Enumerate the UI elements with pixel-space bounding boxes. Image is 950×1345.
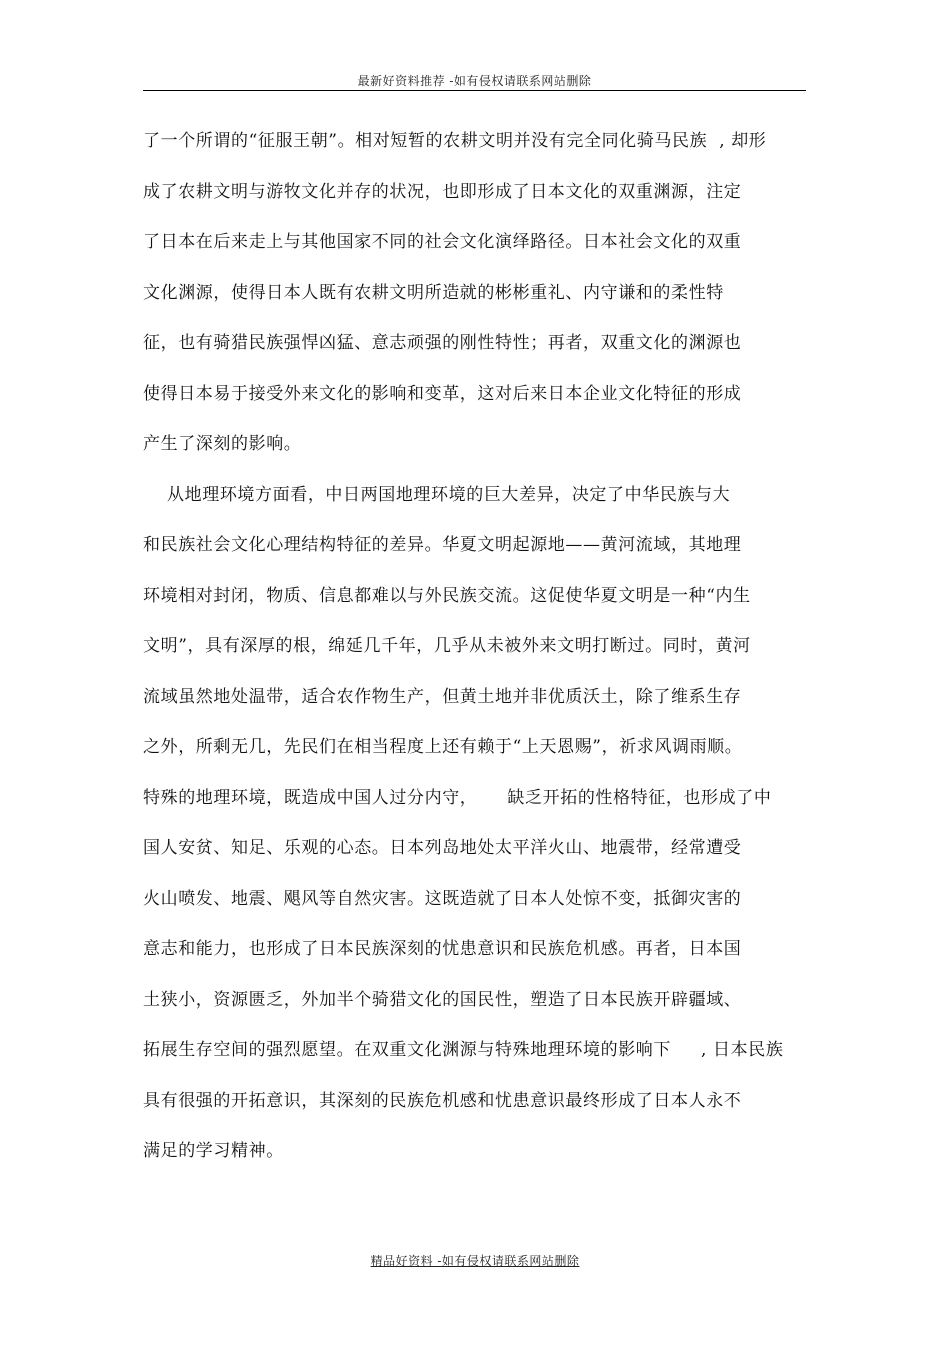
text-line: 了一个所谓的“征服王朝”。相对短暂的农耕文明并没有完全同化骑马民族 , 却形 <box>143 131 767 151</box>
text-line: 环境相对封闭，物质、信息都难以与外民族交流。这促使华夏文明是一种“内生 <box>143 585 751 606</box>
text-line: 流域虽然地处温带，适合农作物生产，但黄土地并非优质沃土，除了维系生存 <box>143 686 742 707</box>
page-footer <box>0 1250 950 1269</box>
text-line: 产生了深刻的影响。 <box>143 434 302 454</box>
text-line: 了日本在后来走上与其他国家不同的社会文化演绎路径。日本社会文化的双重 <box>143 232 742 252</box>
paragraph-start-line: 从地理环境方面看，中日两国地理环境的巨大差异，决定了中华民族与大 <box>143 484 731 505</box>
text-line: 使得日本易于接受外来文化的影响和变革，这对后来日本企业文化特征的形成 <box>143 383 742 404</box>
page-header <box>143 70 806 91</box>
body-text <box>143 116 823 1177</box>
text-line: 成了农耕文明与游牧文化并存的状况，也即形成了日本文化的双重渊源，注定 <box>143 181 742 202</box>
text-line: 拓展生存空间的强烈愿望。在双重文化渊源与特殊地理环境的影响下 , 日本民族 <box>143 1040 784 1060</box>
text-line: 土狭小，资源匮乏，外加半个骑猎文化的国民性，塑造了日本民族开辟疆域、 <box>143 989 742 1010</box>
text-line: 征，也有骑猎民族强悍凶猛、意志顽强的刚性特性；再者，双重文化的渊源也 <box>143 333 742 353</box>
text-line: 之外，所剩无几，先民们在相当程度上还有赖于“上天恩赐”，祈求风调雨顺。 <box>143 737 743 757</box>
text-line: 特殊的地理环境，既造成中国人过分内守， 缺乏开拓的性格特征，也形成了中 <box>143 787 772 808</box>
text-line: 国人安贫、知足、乐观的心态。日本列岛地处太平洋火山、地震带，经常遭受 <box>143 838 742 858</box>
text-line: 文化渊源，使得日本人既有农耕文明所造就的彬彬重礼、内守谦和的柔性特 <box>143 282 724 303</box>
header-text: 最新好资料推荐 -如有侵权请联系网站删除 <box>357 74 592 88</box>
footer-text: 精品好资料 -如有侵权请联系网站删除 <box>370 1254 580 1268</box>
text-line: 火山喷发、地震、飓风等自然灾害。这既造就了日本人处惊不变，抵御灾害的 <box>143 888 742 909</box>
text-line: 和民族社会文化心理结构特征的差异。华夏文明起源地——黄河流域，其地理 <box>143 535 742 555</box>
text-line: 具有很强的开拓意识，其深刻的民族危机感和忧患意识最终形成了日本人永不 <box>143 1090 742 1111</box>
text-line: 意志和能力，也形成了日本民族深刻的忧患意识和民族危机感。再者，日本国 <box>143 939 742 959</box>
text-line: 满足的学习精神。 <box>143 1141 284 1161</box>
text-line: 文明”，具有深厚的根，绵延几千年，几乎从未被外来文明打断过。同时，黄河 <box>143 636 751 656</box>
